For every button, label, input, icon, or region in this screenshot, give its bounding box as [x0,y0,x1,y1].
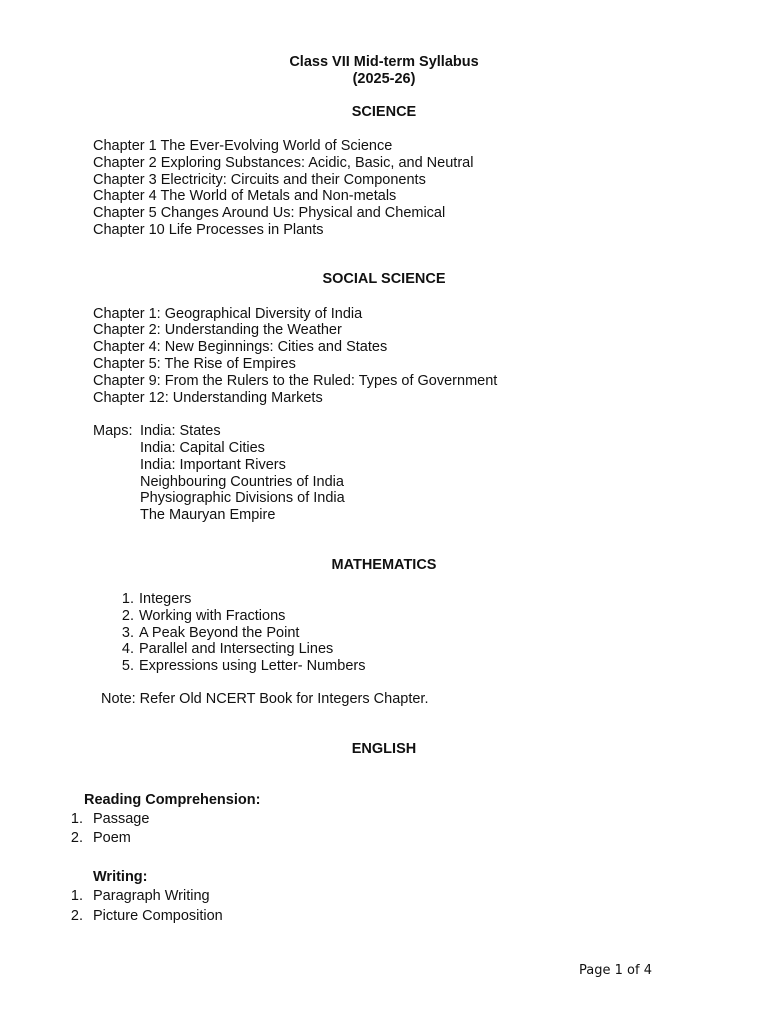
social-science-chapter: Chapter 4: New Beginnings: Cities and States [93,339,388,355]
map-item: India: Capital Cities [140,440,265,456]
academic-year: (2025-26) [352,71,416,87]
document-title: Class VII Mid-term Syllabus [289,54,479,70]
math-note: Note: Refer Old NCERT Book for Integers Chapter. [101,691,429,707]
math-chapter: Expressions using Letter- Numbers [139,658,366,674]
social-science-chapter: Chapter 1: Geographical Diversity of India [93,306,363,322]
science-chapter: Chapter 4 The World of Metals and Non-metals [93,188,397,204]
list-number: 1. [70,888,83,904]
list-number: 2. [70,908,83,924]
map-item: Physiographic Divisions of India [140,490,345,506]
page-number: Page 1 of 4 [579,963,652,978]
social-science-chapter: Chapter 5: The Rise of Empires [93,356,296,372]
social-science-chapter: Chapter 9: From the Rulers to the Ruled: Types of Government [93,373,498,389]
math-chapter: A Peak Beyond the Point [139,625,300,641]
map-item: The Mauryan Empire [140,507,276,523]
reading-item: Passage [93,811,150,827]
list-number: 5. [121,658,134,674]
social-science-heading: SOCIAL SCIENCE [322,271,446,287]
math-chapter: Parallel and Intersecting Lines [139,641,334,657]
maps-label: Maps: [93,423,133,439]
writing-item: Picture Composition [93,908,223,924]
reading-comprehension-label: Reading Comprehension: [84,792,261,808]
writing-label: Writing: [93,869,148,885]
list-number: 2. [121,608,134,624]
list-number: 4. [121,641,134,657]
science-chapter: Chapter 5 Changes Around Us: Physical and Chemical [93,205,446,221]
map-item: India: Important Rivers [140,457,286,473]
reading-item: Poem [93,830,131,846]
science-chapter: Chapter 2 Exploring Substances: Acidic, Basic, and Neutral [93,155,474,171]
math-chapter: Integers [139,591,192,607]
social-science-chapter: Chapter 12: Understanding Markets [93,390,323,406]
map-item: Neighbouring Countries of India [140,474,344,490]
list-number: 3. [121,625,134,641]
mathematics-heading: MATHEMATICS [331,557,437,573]
list-number: 1. [70,811,83,827]
science-chapter: Chapter 10 Life Processes in Plants [93,222,324,238]
writing-item: Paragraph Writing [93,888,210,904]
math-chapter: Working with Fractions [139,608,286,624]
science-heading: SCIENCE [351,104,417,120]
list-number: 1. [121,591,134,607]
science-chapter: Chapter 1 The Ever-Evolving World of Science [93,138,393,154]
list-number: 2. [70,830,83,846]
map-item: India: States [140,423,221,439]
science-chapter: Chapter 3 Electricity: Circuits and their Components [93,172,426,188]
social-science-chapter: Chapter 2: Understanding the Weather [93,322,342,338]
english-heading: ENGLISH [351,741,417,757]
